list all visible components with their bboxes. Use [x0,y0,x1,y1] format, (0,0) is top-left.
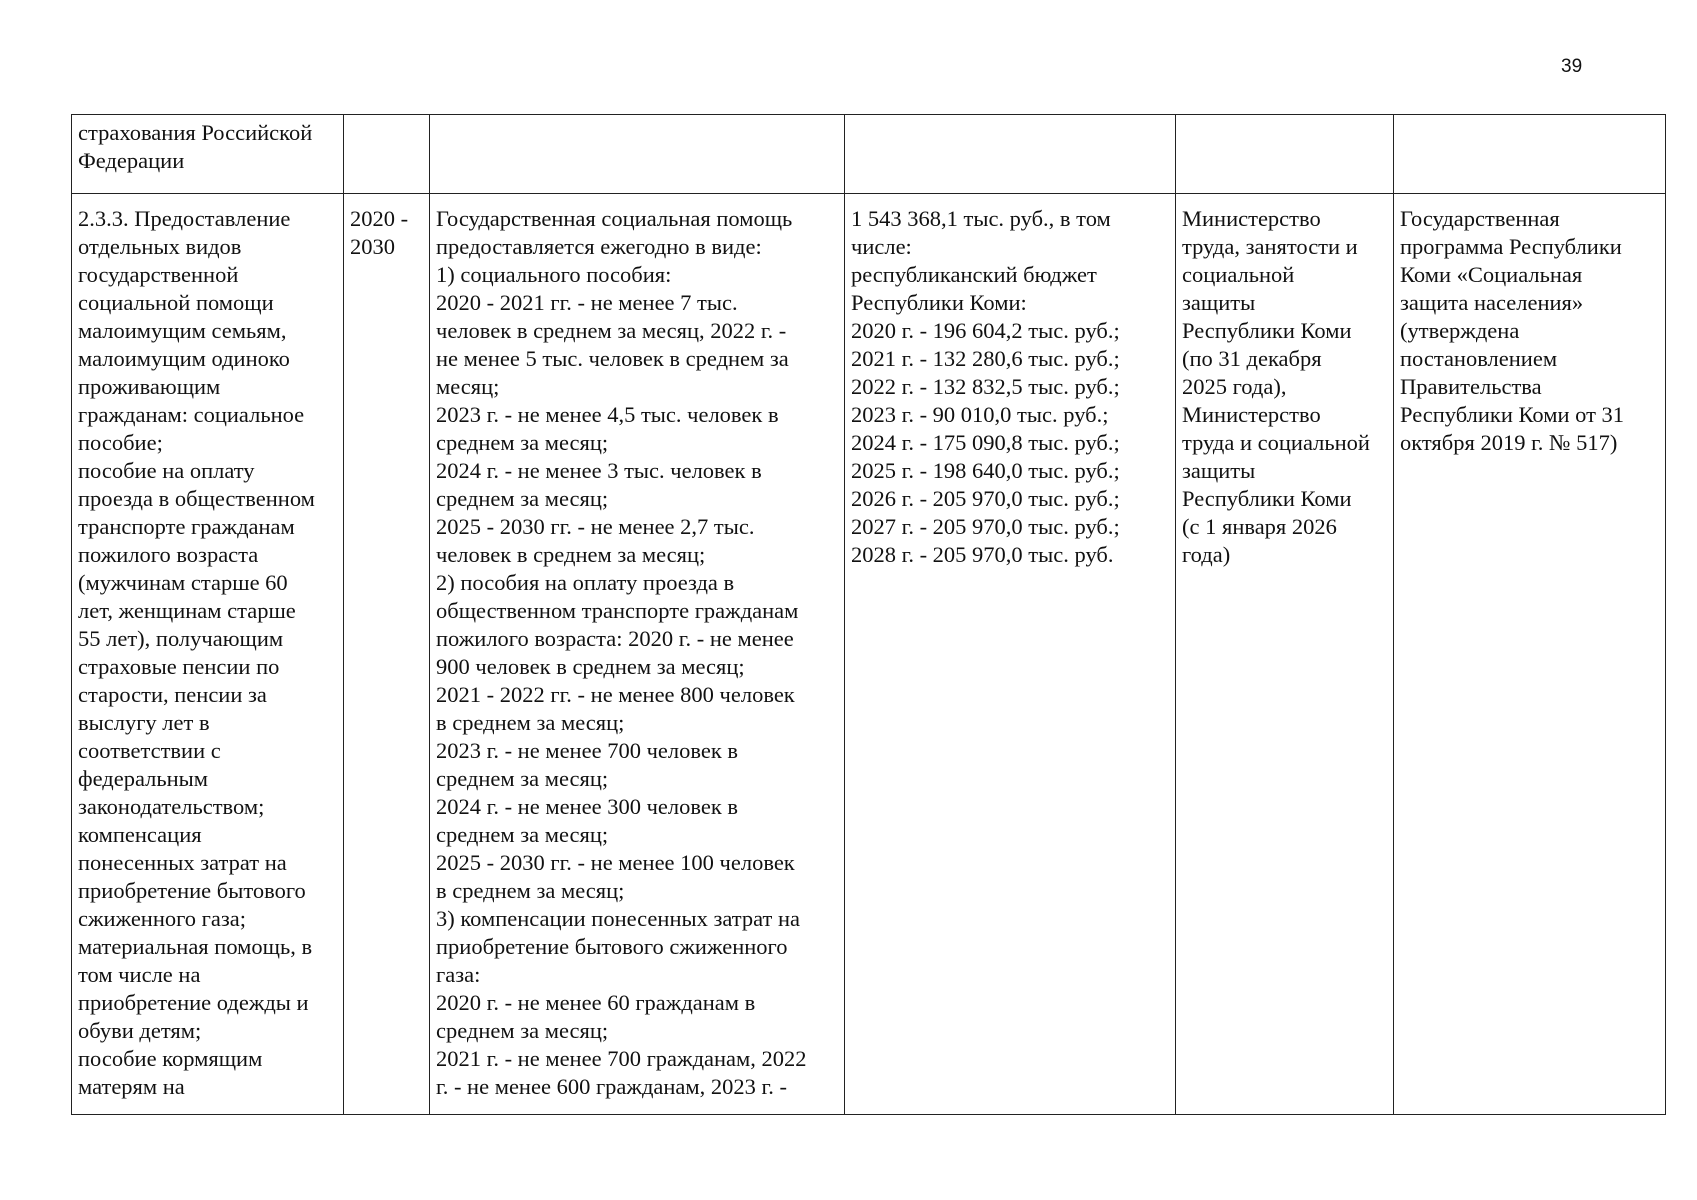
page-number: 39 [1561,56,1583,77]
cell-measure-continuation: страхования Российской Федерации [72,115,344,194]
cell-period-empty [344,115,430,194]
table-row-2-3-3 [72,194,1666,1115]
measures-table [71,114,1666,1115]
cell-executor-empty [1176,115,1394,194]
cell-period: 2020 - 2030 [344,194,430,1115]
cell-financing: 1 543 368,1 тыс. руб., в том числе: республиканский бюджет Республики Коми: 2020 г. - 196 604,2 тыс. руб.; 2021 г. - 132 280,6 тыс. руб.; 2022 г. - 132 832,5 тыс. руб.; 2023 г. - 90 010,0 тыс. руб.; 2024 г. - 175 090,8 тыс. руб.; 2025 г. - 198 640,0 тыс. руб.; 2026 г. - 205 970,0 тыс. руб.; 2027 г. - 205 970,0 тыс. руб.; 2028 г. - 205 970,0 тыс. руб. [845,194,1176,1115]
cell-indicators: Государственная социальная помощь предоставляется ежегодно в виде: 1) социального пособия: 2020 - 2021 гг. - не менее 7 тыс. человек в среднем за месяц, 2022 г. - не менее 5 тыс. человек в среднем за месяц; 2023 г. - не менее 4,5 тыс. человек в среднем за месяц; 2024 г. - не менее 3 тыс. человек в среднем за месяц; 2025 - 2030 гг. - не менее 2,7 тыс. человек в среднем за месяц; 2) пособия на оплату проезда в общественном транспорте гражданам пожилого возраста: 2020 г. - не менее 900 человек в среднем за месяц; 2021 - 2022 гг. - не менее 800 человек в среднем за месяц; 2023 г. - не менее 700 человек в среднем за месяц; 2024 г. - не менее 300 человек в среднем за месяц; 2025 - 2030 гг. - не менее 100 человек в среднем за месяц; 3) компенсации понесенных затрат на приобретение бытового сжиженного газа: 2020 г. - не менее 60 гражданам в среднем за месяц; 2021 г. - не менее 700 гражданам, 2022 г. - не менее 600 гражданам, 2023 г. - [430,194,845,1115]
table-row-continuation [72,115,1666,194]
cell-measure-description: 2.3.3. Предоставление отдельных видов государственной социальной помощи малоимущим семьям, малоимущим одиноко проживающим гражданам: социальное пособие; пособие на оплату проезда в общественном транспорте гражданам пожилого возраста (мужчинам старше 60 лет, женщинам старше 55 лет), получающим страховые пенсии по старости, пенсии за выслугу лет в соответствии с федеральным законодательством; компенсация понесенных затрат на приобретение бытового сжиженного газа; материальная помощь, в том числе на приобретение одежды и обуви детям; пособие кормящим матерям на [72,194,344,1115]
cell-program: Государственная программа Республики Коми «Социальная защита населения» (утверждена постановлением Правительства Республики Коми от 31 октября 2019 г. № 517) [1394,194,1666,1115]
cell-program-empty [1394,115,1666,194]
cell-executor: Министерство труда, занятости и социальной защиты Республики Коми (по 31 декабря 2025 года), Министерство труда и социальной защиты Республики Коми (с 1 января 2026 года) [1176,194,1394,1115]
cell-indicators-empty [430,115,845,194]
cell-financing-empty [845,115,1176,194]
